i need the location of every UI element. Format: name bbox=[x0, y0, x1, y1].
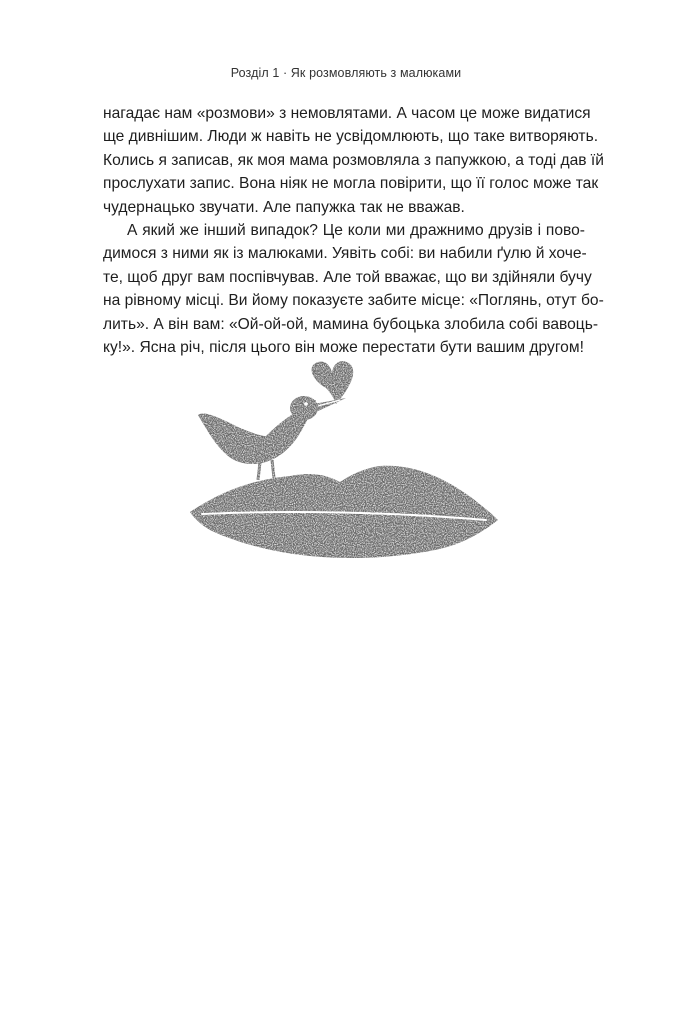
text-line: ку!». Ясна річ, після цього він може перестати бути вашим другом! bbox=[103, 339, 584, 357]
heart-shape bbox=[312, 361, 354, 404]
text-line: Колись я записав, як моя мама розмовляла з папужкою, а тоді дав їй bbox=[103, 151, 604, 169]
bird-head bbox=[290, 396, 318, 420]
text-line: ще дивнішим. Люди ж навіть не усвідомлюють, що таке витворяють. bbox=[103, 128, 599, 146]
bird-on-lips-illustration bbox=[180, 360, 510, 560]
paragraph-1 bbox=[103, 102, 604, 219]
bird-beak bbox=[314, 398, 346, 412]
text-line: димося з ними як із малюками. Уявіть собі: ви набили ґулю й хоче- bbox=[103, 245, 587, 263]
text-line: прослухати запис. Вона ніяк не могла повірити, що її голос може так bbox=[103, 175, 599, 193]
text-line: лить». А він вам: «Ой-ой-ой, мамина бубоцька злобила собі вавоць- bbox=[103, 315, 599, 333]
text-line: на рівному місці. Ви йому показуєте забите місце: «Поглянь, отут бо- bbox=[103, 292, 604, 310]
bird-legs bbox=[258, 460, 274, 480]
bird-eye bbox=[304, 402, 308, 406]
running-header: Розділ 1 · Як розмовляють з малюками bbox=[230, 66, 462, 80]
paragraph-2 bbox=[103, 219, 604, 359]
text-line: нагадає нам «розмови» з немовлятами. А часом це може видатися bbox=[103, 105, 591, 122]
text-line: чудернацько звучати. Але папужка так не вважав. bbox=[103, 198, 465, 216]
text-line: те, щоб друг вам поспівчував. Але той вважає, що ви здійняли бучу bbox=[103, 268, 592, 286]
body-text bbox=[103, 102, 604, 359]
text-line: А який же інший випадок? Це коли ми дражнимо друзів і пово- bbox=[127, 222, 585, 240]
